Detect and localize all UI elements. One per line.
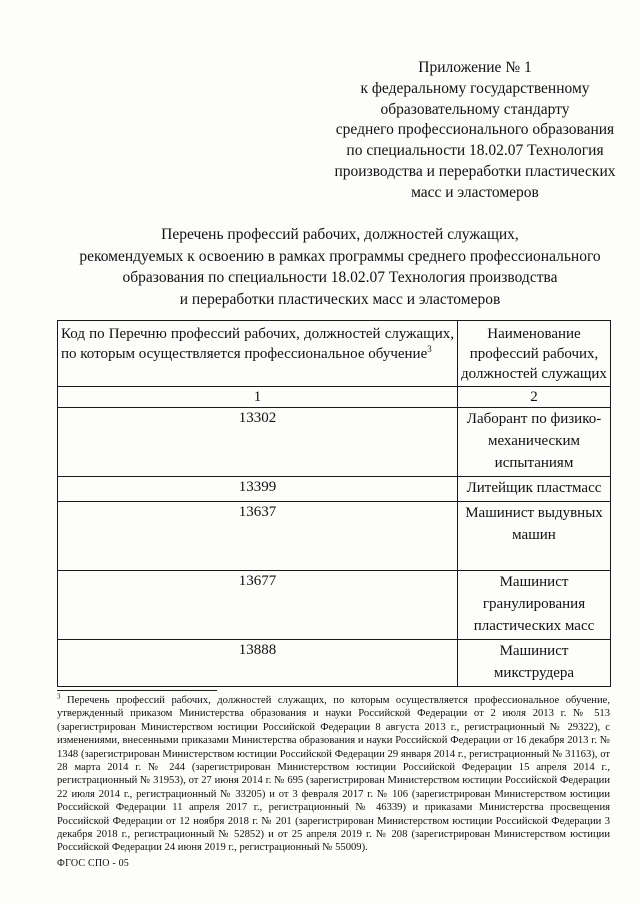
list-title-line: рекомендуемых к освоению в рамках программы среднего профессионального bbox=[79, 247, 601, 265]
professions-table bbox=[57, 320, 611, 687]
footnote-divider bbox=[57, 690, 217, 691]
profession-code: 13302 bbox=[58, 408, 458, 477]
footnote-mark: 3 bbox=[57, 692, 61, 701]
table-row bbox=[58, 571, 611, 640]
profession-name: Литейщик пластмасс bbox=[458, 477, 611, 502]
footnote-reference: 3 bbox=[427, 344, 432, 354]
footnote-text: Перечень профессий рабочих, должностей служащих, по которым осуществляется профессиональное обучение, утвержденный приказом Министерства образования и науки Российской Федерации от 2 июля 2013 г. № 513 (зарегистрирован Министерством юстиции Российской Федерации 8 августа 2013 г., регистрационный № 29322), с изменениями, внесенными приказами Министерства образования и науки Российской Федерации от 16 декабря 2013 г. № 1348 (зарегистрирован Министерством юстиции Российской Федерации 29 января 2014 г., регистрационный № 31163), от 28 марта 2014 г. № 244 (зарегистрирован Министерством юстиции Российской Федерации 15 апреля 2014 г., регистрационный № 31953), от 27 июня 2014 г. № 695 (зарегистрирован Министерством юстиции Российской Федерации 22 июля 2014 г., регистрационный № 33205) и от 3 февраля 2017 г. № 106 (зарегистрирован Министерством юстиции Российской Федерации 11 апреля 2017 г., регистрационный № 46339) и приказами Министерства просвещения Российской Федерации от 12 ноября 2018 г. № 201 (зарегистрирован Министерством юстиции Российской Федерации 3 декабря 2018 г., регистрационный № 52852) и от 25 апреля 2019 г. № 208 (зарегистрирован Министерством юстиции Российской Федерации 24 июня 2019 г., регистрационный № 55009). bbox=[57, 695, 610, 854]
page-footer-label: ФГОС СПО - 05 bbox=[57, 858, 129, 869]
appendix-header-line: производства и переработки пластических bbox=[334, 162, 616, 180]
header-name-cell: Наименование профессий рабочих, должностей служащих bbox=[458, 321, 611, 387]
profession-code: 13888 bbox=[58, 640, 458, 687]
column-number-cell: 1 bbox=[58, 387, 458, 408]
profession-name: Машинист микструдера bbox=[458, 640, 611, 687]
profession-code: 13677 bbox=[58, 571, 458, 640]
table-row bbox=[58, 640, 611, 687]
appendix-header-line: по специальности 18.02.07 Технология bbox=[346, 142, 604, 160]
appendix-header bbox=[330, 58, 620, 204]
header-code-cell bbox=[58, 321, 458, 387]
appendix-header-line: к федеральному государственному bbox=[360, 79, 590, 97]
column-number-row bbox=[58, 387, 611, 408]
table-row bbox=[58, 408, 611, 477]
profession-code: 13399 bbox=[58, 477, 458, 502]
profession-name: Лаборант по физико-механическим испытаниям bbox=[458, 408, 611, 477]
list-title bbox=[40, 224, 640, 310]
table-row bbox=[58, 477, 611, 502]
header-code-text: Код по Перечню профессий рабочих, должностей служащих, по которым осуществляется профессиональное обучение bbox=[61, 326, 454, 362]
appendix-header-line: среднего профессионального образования bbox=[335, 121, 615, 139]
appendix-header-line: Приложение № 1 bbox=[418, 59, 532, 76]
footnote bbox=[57, 694, 610, 855]
appendix-header-line: масс и эластомеров bbox=[411, 183, 539, 201]
table-row bbox=[58, 502, 611, 571]
list-title-line: и переработки пластических масс и эластомеров bbox=[179, 290, 501, 308]
column-number-cell: 2 bbox=[458, 387, 611, 408]
profession-code: 13637 bbox=[58, 502, 458, 571]
table-header-row bbox=[58, 321, 611, 387]
list-title-line: Перечень профессий рабочих, должностей служащих, bbox=[161, 226, 519, 243]
profession-name: Машинист выдувных машин bbox=[458, 502, 611, 571]
profession-name: Машинист гранулирования пластических масс bbox=[458, 571, 611, 640]
list-title-line: образования по специальности 18.02.07 Технология производства bbox=[122, 269, 558, 286]
appendix-header-line: образовательному стандарту bbox=[380, 100, 570, 118]
